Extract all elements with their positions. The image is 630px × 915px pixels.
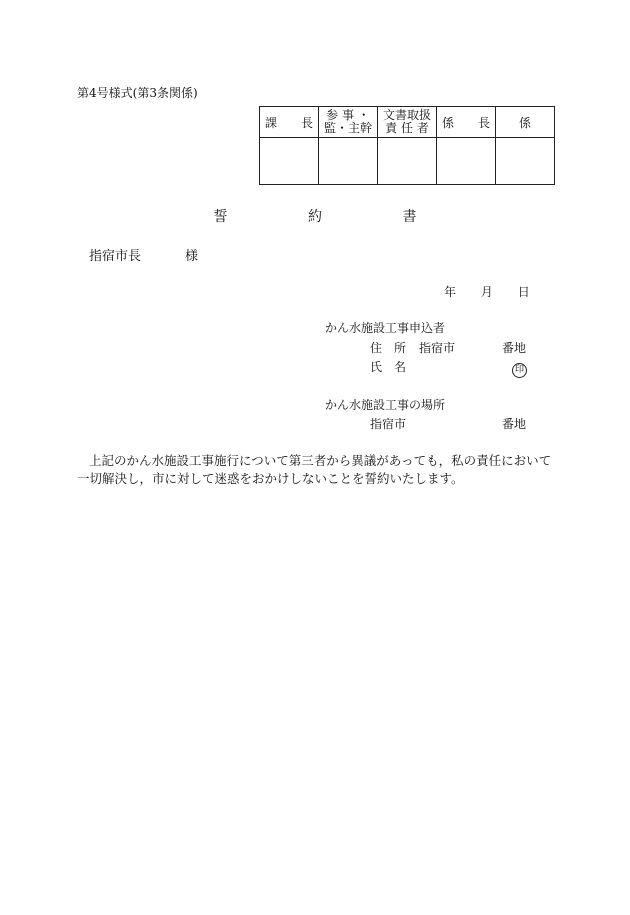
applicant-address-suffix: 番地 (502, 341, 527, 355)
site-suffix: 番地 (502, 417, 527, 431)
addressee-honorific: 様 (185, 249, 199, 264)
title-char-3: 書 (402, 209, 417, 225)
date-day: 日 (517, 285, 530, 299)
stamp-box-kacho[interactable] (260, 138, 319, 185)
approval-header-bunsho: 文書取扱 責 任 者 (378, 107, 437, 138)
pledge-paragraph (77, 452, 557, 488)
applicant-address-label: 住 所 (370, 341, 407, 355)
date-month: 月 (480, 285, 493, 299)
site-label: かん水施設工事の場所 (325, 398, 446, 412)
approval-header-row (260, 107, 555, 138)
title-char-2: 約 (308, 209, 322, 225)
approval-header-kakari: 係 (496, 107, 555, 138)
applicant-address-city: 指宿市 (419, 341, 456, 355)
seal-mark (512, 357, 527, 378)
date-line (444, 283, 530, 300)
form-number: 第4号様式(第3条関係) (77, 86, 198, 100)
applicant-name-label: 氏 名 (370, 360, 407, 374)
approval-header-sanji: 参 事 ・ 監・主幹 (319, 107, 378, 138)
stamp-box-sanji[interactable] (319, 138, 378, 185)
approval-stamp-row (260, 138, 555, 185)
title-char-1: 誓 (213, 209, 228, 225)
pledge-text: 上記のかん水施設工事施行について第三者から異議があっても，私の責任において一切解決し，市に対して迷惑をおかけしないことを誓約いたします。 (77, 453, 552, 486)
date-year: 年 (444, 285, 457, 299)
addressee-name: 指宿市長 (89, 249, 142, 264)
stamp-box-kakaricho[interactable] (437, 138, 496, 185)
document-title (0, 206, 630, 226)
stamp-box-kakari[interactable] (496, 138, 555, 185)
seal-icon: 印 (512, 363, 527, 378)
approval-stamp-table (259, 106, 555, 185)
addressee (89, 245, 198, 264)
applicant-label: かん水施設工事申込者 (325, 321, 446, 335)
site-city: 指宿市 (370, 417, 407, 431)
approval-header-kakaricho: 係 長 (437, 107, 496, 138)
approval-header-kacho: 課 長 (260, 107, 319, 138)
stamp-box-bunsho[interactable] (378, 138, 437, 185)
